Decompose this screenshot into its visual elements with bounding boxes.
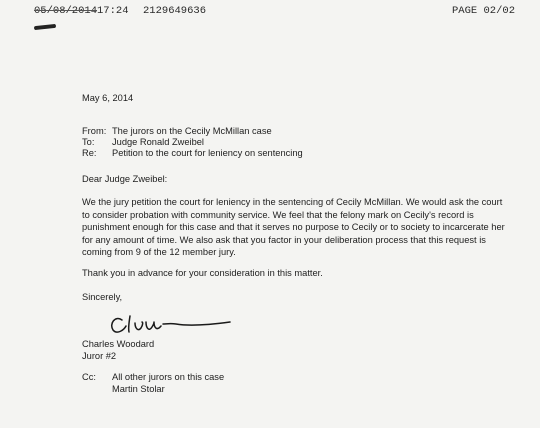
cc-block	[82, 371, 224, 395]
memo-key: To:	[82, 137, 95, 148]
salutation: Dear Judge Zweibel:	[82, 174, 168, 184]
memo-value: Petition to the court for leniency on sentencing	[112, 148, 303, 159]
cc-row	[82, 383, 224, 395]
fax-phone-number: 2129649636	[143, 5, 207, 17]
body-paragraph: We the jury petition the court for leniency in the sentencing of Cecily McMillan. We would ask the court to consider probation with community service. We feel that the felony mark on Cecily's record is punishment enough for this case and that it serves no purpose to Cecily or to society to incarcerate her for any amount of time. We also ask that you factor in your deliberation process that this request is coming from 9 of the 12 member jury.	[82, 197, 505, 258]
thanks-line: Thank you in advance for your consideration in this matter.	[82, 268, 323, 278]
memo-row-to	[82, 136, 303, 147]
signer-name: Charles Woodard	[82, 339, 155, 349]
fax-date: 05/08/2014	[34, 5, 98, 17]
memo-value: The jurors on the Cecily McMillan case	[112, 126, 272, 136]
memo-block	[82, 125, 303, 159]
memo-key: Re:	[82, 148, 97, 159]
cc-label: Cc:	[82, 372, 96, 382]
fax-header	[0, 5, 540, 19]
memo-row-from	[82, 125, 303, 136]
letter-date: May 6, 2014	[82, 93, 134, 103]
closing: Sincerely,	[82, 292, 123, 302]
cc-recipient: All other jurors on this case	[112, 372, 225, 382]
memo-value: Judge Ronald Zweibel	[112, 137, 204, 148]
cc-row	[82, 371, 224, 383]
fax-page-number: PAGE 02/02	[452, 5, 516, 17]
memo-row-re	[82, 147, 303, 158]
signature-image	[108, 311, 248, 337]
signer-title: Juror #2	[82, 351, 117, 361]
memo-key: From:	[82, 126, 107, 136]
fax-time: 17:24	[97, 5, 129, 17]
cc-recipient: Martin Stolar	[112, 384, 165, 394]
fax-scan-mark	[34, 24, 56, 30]
